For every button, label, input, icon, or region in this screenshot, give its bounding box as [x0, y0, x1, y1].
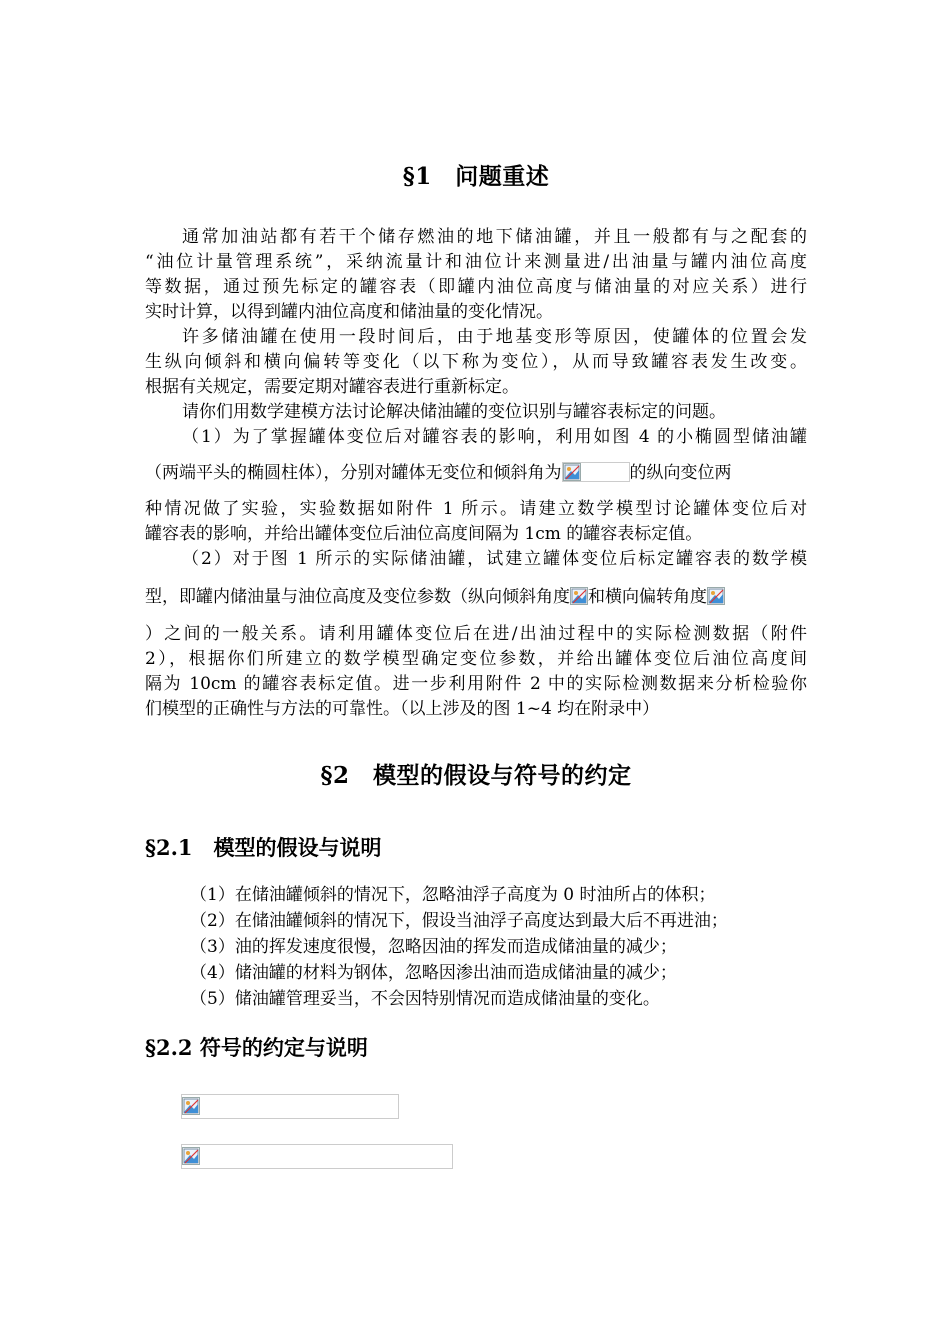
list-item: （1）在储油罐倾斜的情况下，忽略油浮子高度为 0 时油所占的体积； — [190, 885, 716, 905]
question-2-formula-line — [145, 585, 807, 610]
text-line: （1）为了掌握罐体变位后对罐容表的影响，利用如图 4 的小椭圆型储油罐 — [182, 427, 807, 447]
text-line: 根据有关规定，需要定期对罐容表进行重新标定。 — [145, 377, 519, 397]
subsection-2-1-title: §2.1 模型的假设与说明 — [145, 835, 382, 860]
broken-image-icon — [182, 1097, 200, 1115]
text-line: 2），根据你们所建立的数学模型确定变位参数，并给出罐体变位后油位高度间 — [145, 649, 807, 669]
text-line: 隔为 10cm 的罐容表标定值。进一步利用附件 2 中的实际检测数据来分析检验你 — [145, 674, 807, 694]
list-item: （4）储油罐的材料为钢体，忽略因渗出油而造成储油量的减少； — [190, 963, 677, 983]
broken-image-icon — [563, 463, 581, 481]
text-fragment: （两端平头的椭圆柱体），分别对罐体无变位和倾斜角为 — [145, 463, 562, 483]
symbol-image — [181, 1094, 399, 1119]
text-line: 许多储油罐在使用一段时间后，由于地基变形等原因，使罐体的位置会发 — [182, 327, 807, 347]
text-line: 实时计算，以得到罐内油位高度和储油量的变化情况。 — [145, 302, 553, 322]
text-line: 通常加油站都有若干个储存燃油的地下储油罐，并且一般都有与之配套的 — [182, 227, 807, 247]
text-line: “油位计量管理系统”，采纳流量计和油位计来测量进/出油量与罐内油位高度 — [145, 252, 807, 272]
question-1-rest — [145, 497, 807, 547]
broken-image-icon — [707, 587, 725, 605]
text-fragment: 的纵向变位两 — [629, 463, 732, 483]
section-2-title: §2 模型的假设与符号的约定 — [320, 762, 632, 789]
paragraph-1 — [145, 225, 807, 325]
paragraph-3 — [145, 400, 807, 425]
text-line: 等数据，通过预先标定的罐容表（即罐内油位高度与储油量的对应关系）进行 — [145, 277, 807, 297]
question-1-formula-line — [145, 461, 807, 486]
list-item: （5）储油罐管理妥当，不会因特别情况而造成储油量的变化。 — [190, 989, 660, 1009]
subsection-2-2-title: §2.2 符号的约定与说明 — [145, 1035, 368, 1060]
text-line: 罐容表的影响，并给出罐体变位后油位高度间隔为 1cm 的罐容表标定值。 — [145, 524, 703, 544]
text-line: 请你们用数学建模方法讨论解决储油罐的变位识别与罐容表标定的问题。 — [182, 402, 726, 422]
assumption-list — [190, 882, 728, 1012]
text-fragment: 和横向偏转角度 — [588, 587, 707, 607]
list-item: （3）油的挥发速度很慢，忽略因油的挥发而造成储油量的减少； — [190, 937, 677, 957]
text-line: ）之间的一般关系。请利用罐体变位后在进/出油过程中的实际检测数据（附件 — [145, 624, 807, 644]
paragraph-2 — [145, 325, 807, 400]
text-fragment: 型，即罐内储油量与油位高度及变位参数（纵向倾斜角度 — [145, 587, 570, 607]
formula-image — [562, 462, 630, 482]
question-1 — [145, 425, 807, 450]
text-line: 们模型的正确性与方法的可靠性。（以上涉及的图 1~4 均在附录中） — [145, 699, 660, 719]
symbol-image — [181, 1144, 453, 1169]
text-line: 生纵向倾斜和横向偏转等变化（以下称为变位），从而导致罐容表发生改变。 — [145, 352, 807, 372]
broken-image-icon — [570, 587, 588, 605]
question-2-rest — [145, 622, 807, 722]
list-item: （2）在储油罐倾斜的情况下，假设当油浮子高度达到最大后不再进油； — [190, 911, 728, 931]
text-line: （2）对于图 1 所示的实际储油罐，试建立罐体变位后标定罐容表的数学模 — [182, 549, 807, 569]
section-1-title: §1 问题重述 — [402, 163, 550, 190]
question-2 — [145, 547, 807, 572]
text-line: 种情况做了实验，实验数据如附件 1 所示。请建立数学模型讨论罐体变位后对 — [145, 499, 807, 519]
broken-image-icon — [182, 1147, 200, 1165]
